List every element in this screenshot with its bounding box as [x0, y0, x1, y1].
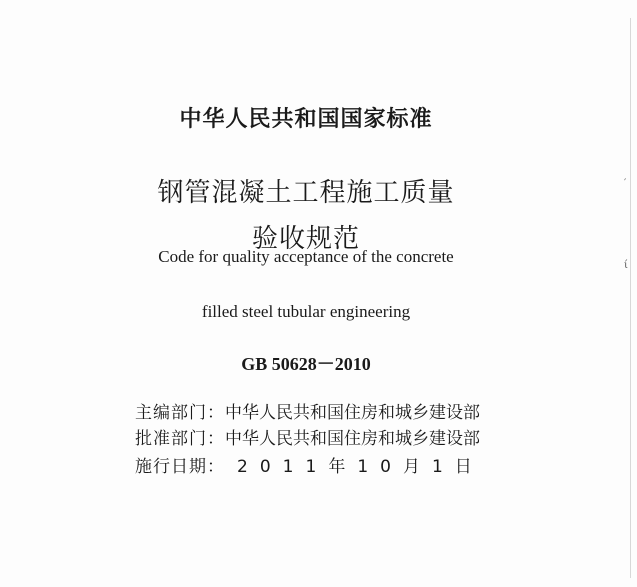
effective-date-part: 1: [305, 457, 317, 477]
effective-date-part: 1: [282, 457, 294, 477]
title-en-line-1: Code for quality acceptance of the concrete: [158, 247, 454, 266]
editor-value: 中华人民共和国住房和城乡建设部: [225, 403, 480, 423]
title-cn-line-1: 钢管混凝土工程施工质量: [157, 178, 455, 208]
series-title: 中华人民共和国国家标准: [179, 107, 433, 132]
effective-label: 施行日期：: [135, 457, 225, 477]
effective-date-row: [135, 452, 472, 477]
editor-label: 主编部门：: [135, 403, 225, 423]
title-en-line-2: filled steel tubular engineering: [201, 302, 411, 321]
approver-row: [135, 424, 480, 449]
approver-label: 批准部门：: [135, 429, 225, 449]
scan-speck: ί: [624, 260, 628, 271]
effective-date-part: 1: [431, 457, 443, 477]
effective-date-part: 2: [237, 457, 248, 477]
effective-date-part: 日: [454, 457, 472, 477]
editor-row: [135, 398, 480, 423]
effective-date-part: 0: [259, 457, 271, 477]
effective-date-part: 月: [402, 457, 420, 477]
title-cn-line-2: 验收规范: [251, 224, 360, 254]
scan-edge-line: [630, 18, 631, 578]
effective-date-part: 0: [380, 457, 391, 477]
effective-date-part: 年: [328, 457, 346, 477]
scan-speck: ′: [624, 178, 627, 189]
standard-code: GB 50628－2010: [241, 354, 371, 374]
approver-value: 中华人民共和国住房和城乡建设部: [225, 429, 480, 449]
effective-date-part: 1: [357, 457, 369, 477]
